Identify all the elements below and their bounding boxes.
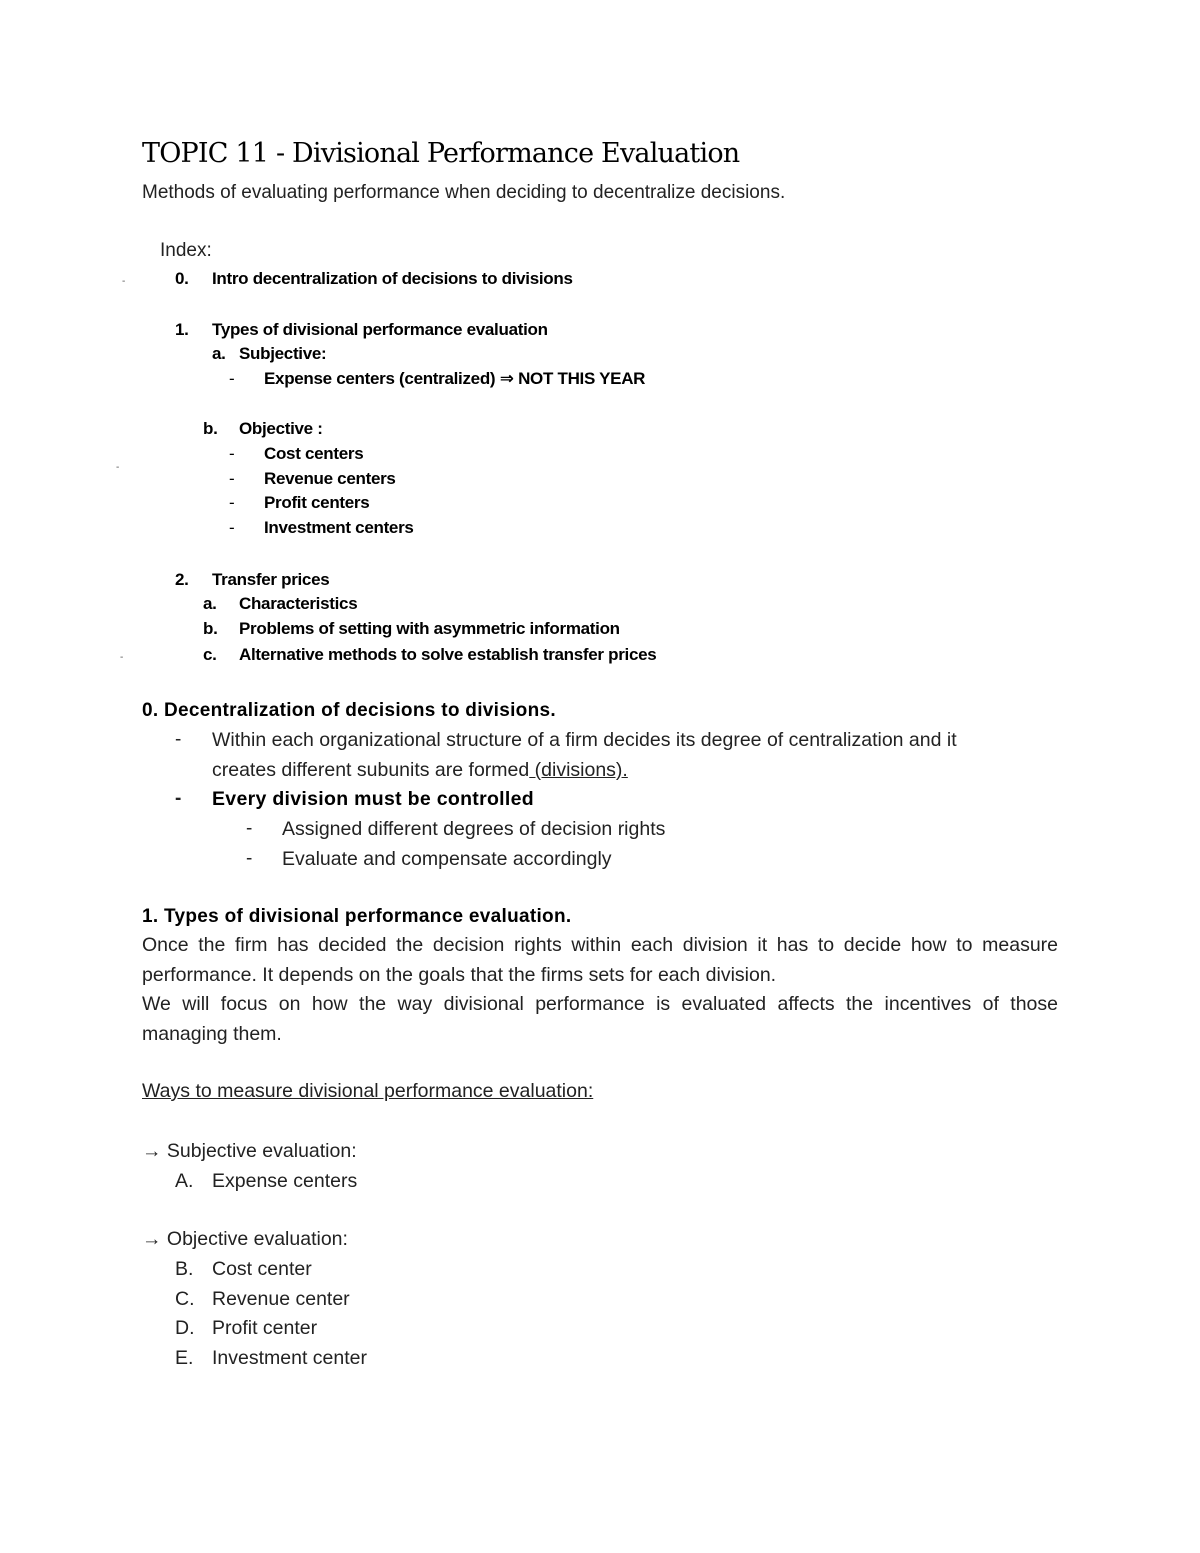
section-1-heading: 1. Types of divisional performance evaluation. (142, 906, 572, 927)
list-item (175, 1347, 367, 1370)
paragraph: Once the firm has decided the decision rights within each division it has to decide how to measure performance. It depends on the goals that the firms sets for each division. (142, 934, 1058, 986)
bullet-text-part: creates different subunits are formed (212, 759, 530, 781)
list-marker: C. (175, 1288, 195, 1310)
index-item-2b (203, 619, 620, 639)
index-text: Profit centers (264, 493, 370, 512)
objective-label: → Objective evaluation: (142, 1228, 348, 1250)
index-text: Revenue centers (264, 469, 396, 488)
index-item-1a-1 (229, 369, 645, 389)
ways-heading-underlined: Ways to measure divisional performance evaluation: (142, 1080, 594, 1102)
index-text: Cost centers (264, 444, 364, 463)
bullet-text-bold: Every division must be controlled (212, 788, 534, 810)
margin-mark: - (116, 462, 120, 473)
index-item-1b (203, 419, 323, 439)
index-item-1b-2 (229, 469, 396, 489)
divisions-underlined-text: (divisions). (529, 759, 628, 781)
subjective-label: → Subjective evaluation: (142, 1140, 357, 1162)
index-text: Transfer prices (212, 570, 330, 589)
list-item (175, 1317, 317, 1340)
index-marker: c. (203, 645, 217, 664)
margin-mark: - (122, 276, 126, 287)
index-text: Objective : (239, 419, 323, 438)
dash-marker: - (229, 469, 235, 488)
dash-marker: - (229, 444, 235, 463)
list-text: Profit center (212, 1317, 318, 1339)
bullet-dash: - (175, 729, 182, 750)
margin-mark: - (120, 652, 124, 663)
index-text: Intro decentralization of decisions to divisions (212, 269, 573, 288)
list-item (175, 1258, 312, 1281)
index-text: Problems of setting with asymmetric information (239, 619, 620, 638)
list-item (175, 1170, 357, 1193)
index-marker: 2. (175, 570, 189, 589)
index-text: Types of divisional performance evaluation (212, 320, 548, 339)
sub-bullet-text: Evaluate and compensate accordingly (282, 848, 612, 870)
index-marker: a. (212, 344, 226, 363)
index-marker: b. (203, 619, 218, 638)
bullet-text (212, 759, 628, 782)
index-label: Index: (160, 240, 212, 261)
index-item-2 (175, 570, 329, 590)
index-marker: 1. (175, 320, 189, 339)
page-title: TOPIC 11 - Divisional Performance Evaluation (142, 138, 740, 169)
section-0-heading: 0. Decentralization of decisions to divisions. (142, 700, 556, 721)
index-marker: 0. (175, 269, 189, 288)
dash-marker: - (229, 369, 235, 388)
index-item-1a (212, 344, 326, 364)
index-text: Characteristics (239, 594, 358, 613)
index-item-1b-3 (229, 493, 369, 513)
index-item-2a (203, 594, 357, 614)
index-marker: a. (203, 594, 217, 613)
dash-marker: - (229, 493, 235, 512)
index-item-0 (175, 269, 573, 289)
index-marker: b. (203, 419, 218, 438)
sub-bullet-dash: - (246, 848, 253, 869)
index-text: Alternative methods to solve establish transfer prices (239, 645, 657, 664)
index-item-2c (203, 645, 656, 665)
index-text: Subjective: (239, 344, 327, 363)
list-marker: B. (175, 1258, 194, 1280)
paragraph: We will focus on how the way divisional performance is evaluated affects the incentives of those managing them. (142, 993, 1058, 1045)
index-text: Expense centers (centralized) ⇒ NOT THIS YEAR (264, 369, 646, 388)
index-text: Investment centers (264, 518, 414, 537)
index-item-1b-1 (229, 444, 363, 464)
sub-bullet-text: Assigned different degrees of decision rights (282, 818, 666, 840)
list-item (175, 1288, 350, 1311)
list-marker: D. (175, 1317, 195, 1339)
list-text: Cost center (212, 1258, 312, 1280)
page-subtitle: Methods of evaluating performance when deciding to decentralize decisions. (142, 182, 786, 203)
bullet-dash: - (175, 788, 182, 809)
list-text: Investment center (212, 1347, 367, 1369)
list-marker: A. (175, 1170, 194, 1192)
index-item-1 (175, 320, 548, 340)
dash-marker: - (229, 518, 235, 537)
sub-bullet-dash: - (246, 818, 253, 839)
index-item-1b-4 (229, 518, 414, 538)
list-marker: E. (175, 1347, 194, 1369)
list-text: Expense centers (212, 1170, 358, 1192)
list-text: Revenue center (212, 1288, 350, 1310)
bullet-text: Within each organizational structure of a firm decides its degree of centralization and it (212, 729, 957, 751)
